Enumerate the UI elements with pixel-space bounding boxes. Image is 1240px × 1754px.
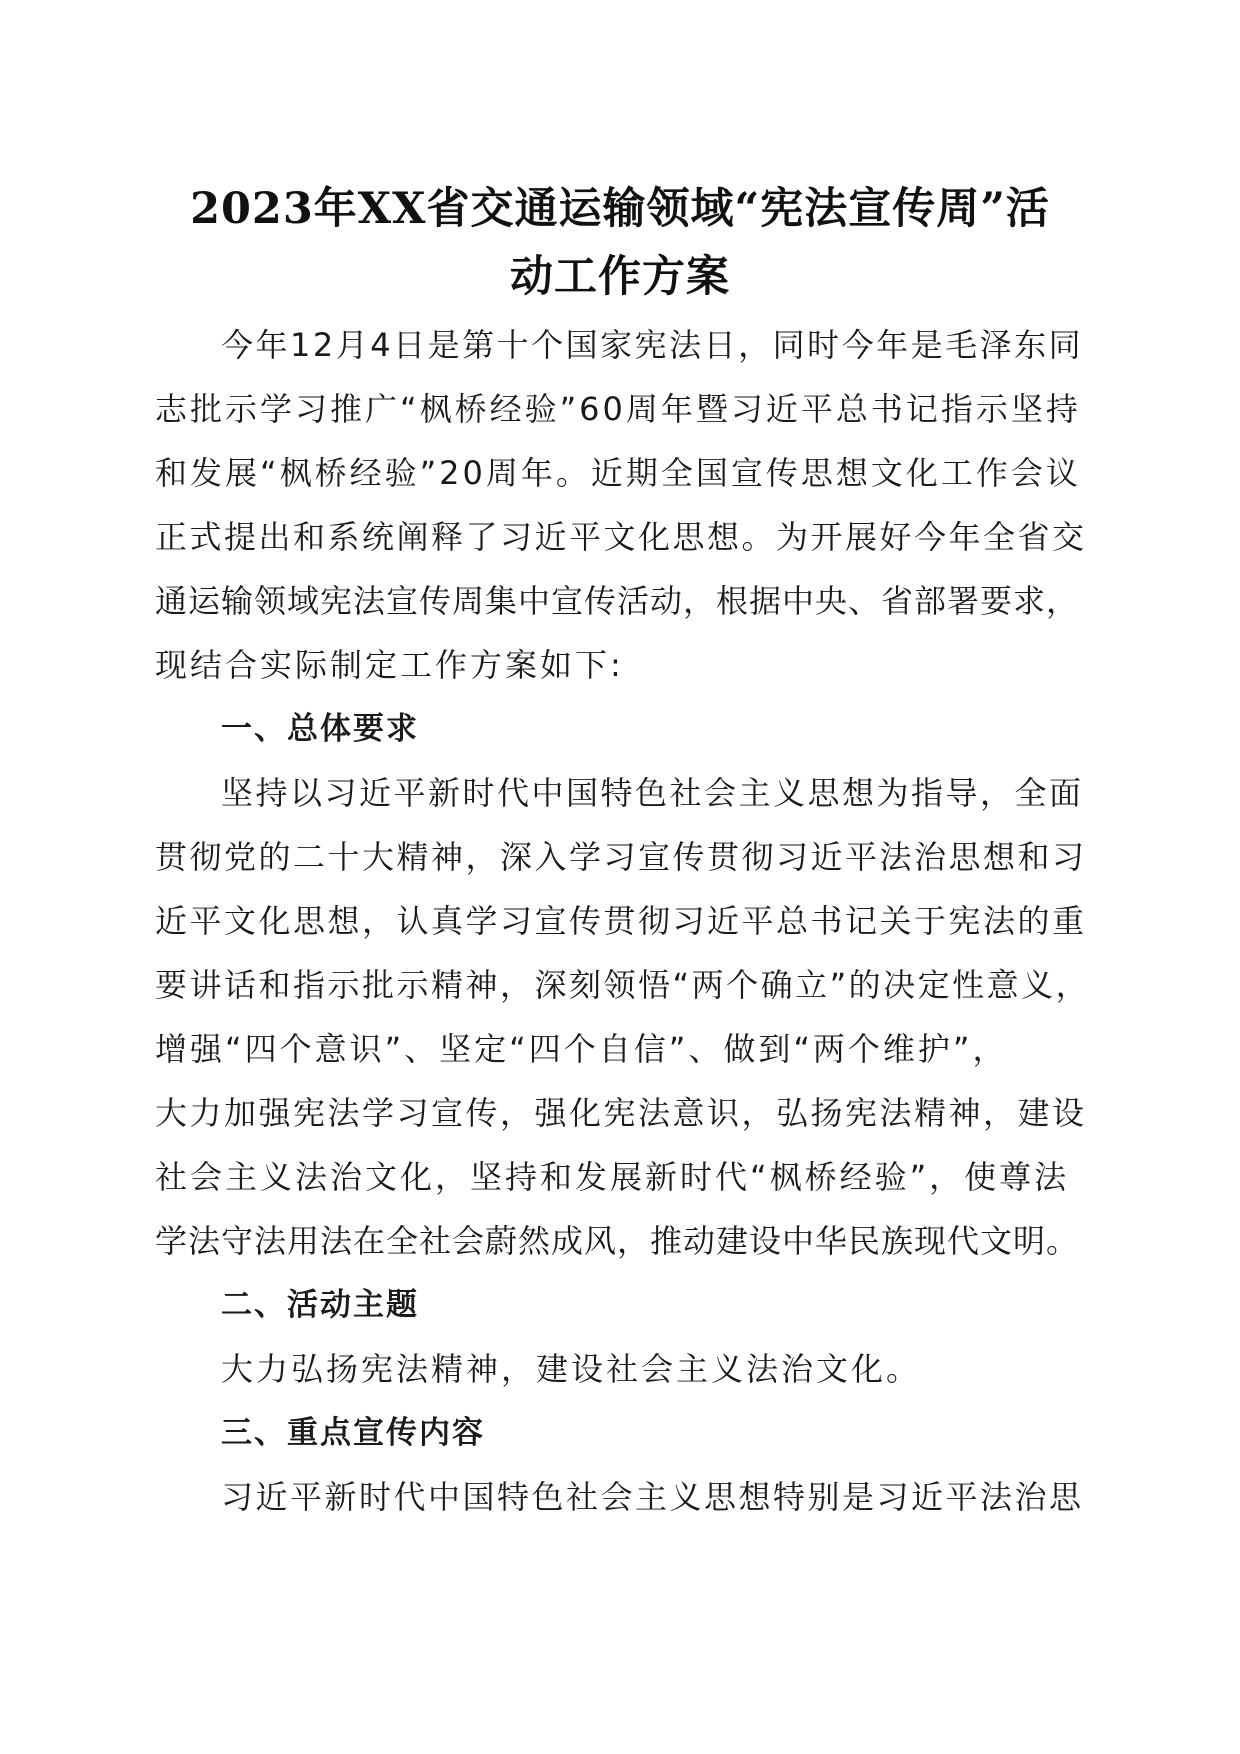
title-line-2: 动工作方案 [510, 252, 730, 302]
intro-paragraph [155, 313, 1090, 697]
paragraph-line: 正式提出和系统阐释了习近平文化思想。为开展好今年全省交 [155, 518, 1087, 556]
paragraph-line: 贯彻党的二十大精神，深入学习宣传贯彻习近平法治思想和习 [155, 838, 1087, 876]
activity-theme-text: 大力弘扬宪法精神，建设社会主义法治文化。 [221, 1350, 922, 1388]
paragraph-line: 社会主义法治文化，坚持和发展新时代“枫桥经验”，使尊法 [155, 1158, 1070, 1196]
paragraph-line: 大力加强宪法学习宣传，强化宪法意识，弘扬宪法精神，建设 [155, 1094, 1087, 1132]
paragraph-line: 志批示学习推广“枫桥经验”60周年暨习近平总书记指示坚持 [155, 390, 1081, 428]
key-content-text: 习近平新时代中国特色社会主义思想特别是习近平法治思 [221, 1478, 1084, 1516]
section-heading-activity-theme: 二、活动主题 [221, 1287, 419, 1323]
title-line-1: 2023年XX省交通运输领域“宪法宣传周”活 [190, 184, 1050, 234]
document-title [150, 175, 1090, 311]
paragraph-line: 学法守法用法在全社会蔚然成风，推动建设中华民族现代文明。 [155, 1222, 1080, 1260]
paragraph-line: 今年12月4日是第十个国家宪法日，同时今年是毛泽东同 [221, 326, 1084, 364]
paragraph-line: 现结合实际制定工作方案如下: [155, 646, 624, 684]
document-body [155, 313, 1090, 1529]
overall-requirements-paragraph [155, 761, 1090, 1273]
paragraph-line: 近平文化思想，认真学习宣传贯彻习近平总书记关于宪法的重 [155, 902, 1087, 940]
paragraph-line: 要讲话和指示批示精神，深刻领悟“两个确立”的决定性意义， [155, 966, 1091, 1004]
paragraph-line: 和发展“枫桥经验”20周年。近期全国宣传思想文化工作会议 [155, 454, 1081, 492]
paragraph-line: 增强“四个意识”、坚定“四个自信”、做到“两个维护”， [155, 1030, 1008, 1068]
section-heading-overall-requirements: 一、总体要求 [221, 711, 419, 747]
paragraph-line: 坚持以习近平新时代中国特色社会主义思想为指导，全面 [221, 774, 1084, 812]
section-heading-key-content: 三、重点宣传内容 [221, 1415, 485, 1451]
paragraph-line: 通运输领域宪法宣传周集中宣传活动，根据中央、省部署要求， [155, 582, 1080, 620]
